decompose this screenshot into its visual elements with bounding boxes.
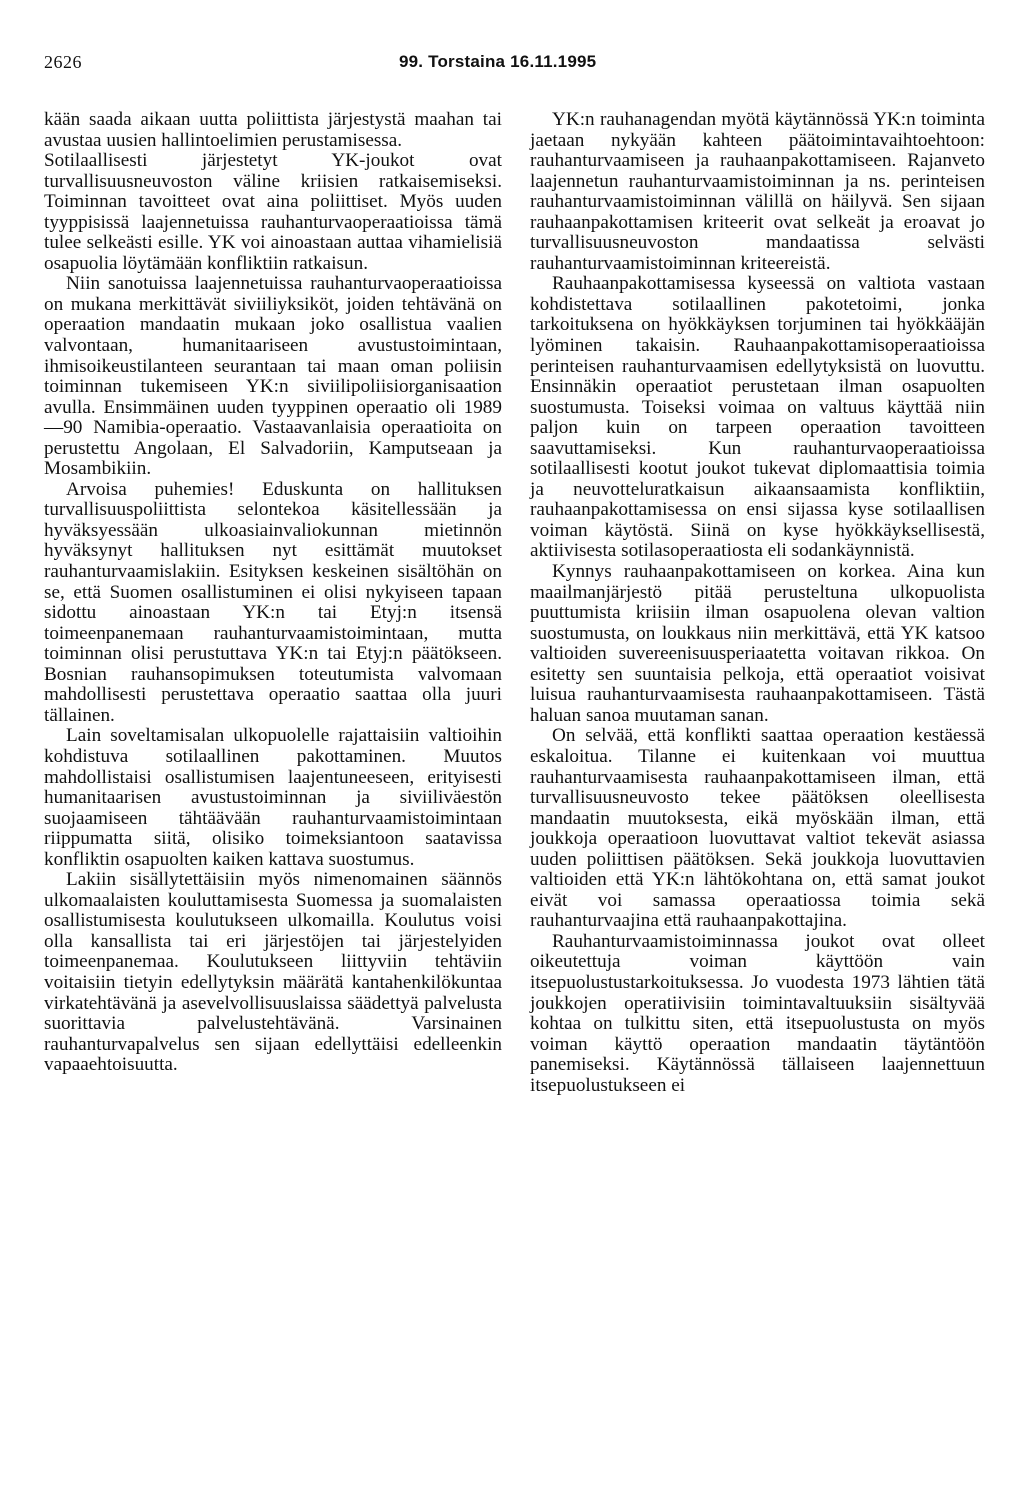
paragraph: Arvoisa puhemies! Eduskunta on hallituksen turvallisuuspoliittista selontekoa käsitellessään ja hyväksyessään ulkoasiainvaliokunnan mietinnön hyväksynyt hallituksen nyt esittämät muutokset rauhanturvaamislakiin. Esityksen keskeinen sisältöhän on se, että Suomen osallistuminen ei olisi nykyiseen tapaan sidottu ainoastaan YK:n tai Etyj:n itsensä toimeenpanemaan rauhanturvaamistoimintaan, mutta toiminnan olisi perustuttava YK:n tai Etyj:n päätökseen. Bosnian rauhansopimuksen toteutumista valvomaan mahdollisesti perustettava operaatio saattaa olla juuri tällainen. [44,478,502,726]
paragraph: Lain soveltamisalan ulkopuolelle rajattaisiin valtioihin kohdistuva sotilaallinen pakottaminen. Muutos mahdollistaisi osallistumisen laajentuneeseen, erityisesti humanitaarisen avustustoiminnan ja siviiliväestön suojaamiseen tähtäävään rauhanturvaamistoimintaan riippumatta siitä, olisiko toimeksiantoon saatavissa konfliktin osapuolten kaiken kattava suostumus. [44,725,502,870]
running-head: 99. Torstaina 16.11.1995 [399,52,597,71]
page-number: 2626 [44,52,82,72]
paragraph: Niin sanotuissa laajennetuissa rauhanturvaoperaatioissa on mukana merkittävät siviiliyksiköt, joiden tehtävänä on operaation mandaatin mukaan joko osallistua vaalien valvontaan, humanitaariseen avustustoimintaan, ihmisoikeustilanteen seurantaan tai maan oman poliisin toiminnan tukemiseen YK:n siviilipoliisiorganisaation avulla. Ensimmäinen uuden tyyppinen operaatio oli 1989—90 Namibia-operaatio. Vastaavanlaisia operaatioita on perustettu Angolaan, El Salvadoriin, Kamputseaan ja Mosambikiin. [44,273,502,480]
page-header [44,52,986,76]
paragraph: Kynnys rauhaanpakottamiseen on korkea. Aina kun maailmanjärjestö pitää perusteltuna ulkopuolista puuttumista kriisiin ilman osapuolena olevan valtion suostumusta, on loukkaus niin merkittävä, että YK katsoo valtioiden suvereenisuusperiaatetta voitavan rikkoa. On esitetty sen suuntaisia pelkoja, että operaatiot voisivat luisua rauhanturvaamisesta rauhaanpakottamiseen. Tästä haluan sanoa muutaman sanan. [530,561,985,726]
paragraph: Rauhanturvaamistoiminnassa joukot ovat olleet oikeutettuja voiman käyttöön vain itsepuolustustarkoituksessa. Jo vuodesta 1973 lähtien tätä joukkojen operatiivisiin toimintavaltuuksiin sisältyvää kohtaa on tulkittu siten, että itsepuolustusta on myös voiman käyttö operaation mandaatin täytäntöön panemiseksi. Käytännössä tällaiseen laajennettuun itsepuolustukseen ei [530,930,985,1096]
paragraph: Sotilaallisesti järjestetyt YK-joukot ovat turvallisuusneuvoston väline kriisien ratkaisemiseksi. Toiminnan tavoitteet ovat aina poliittiset. Myös uuden tyyppisissä laajennetuissa rauhanturvaoperaatioissa tämä tulee selkeästi esille. YK voi ainoastaan auttaa vihamielisiä osapuolia löytämään konfliktiin ratkaisun. [44,150,502,274]
paragraph: Lakiin sisällytettäisiin myös nimenomainen säännös ulkomaalaisten kouluttamisesta Suomessa ja suomalaisten osallistumisesta koulutukseen ulkomailla. Koulutus voisi olla kansallista tai eri järjestöjen tai järjestelyiden toimeenpanemaa. Koulutukseen liittyviin tehtäviin voitaisiin tietyin edellytyksin määrätä kantahenkilökuntaa virkatehtävänä ja asevelvollisuuslaissa säädettyä palvelusta suorittavia palvelustehtävänä. Varsinainen rauhanturvapalvelus sen sijaan edellyttäisi edelleenkin vapaaehtoisuutta. [44,869,502,1076]
paragraph: On selvää, että konflikti saattaa operaation kestäessä eskaloitua. Tilanne ei kuitenkaan voi muuttua rauhanturvaamisesta rauhaanpakottamiseen ilman, että turvallisuusneuvosto tekee päätöksen oleellisesta mandaatin muutoksesta, eikä myöskään ilman, että joukkoja operaatioon luovuttavat valtiot tekevät asiassa uuden poliittisen päätöksen. Sekä joukkoja luovuttavien valtioiden että YK:n lähtökohtana on, että samat joukot eivät voi samassa operaatiossa toimia sekä rauhanturvaajina että rauhaanpakottajina. [530,725,985,932]
paragraph: YK:n rauhanagendan myötä käytännössä YK:n toiminta jaetaan nykyään kahteen päätoimintavaihtoehtoon: rauhanturvaamiseen ja rauhaanpakottamiseen. Rajanveto laajennetun rauhanturvaamistoiminnan ja ns. perinteisen rauhanturvaamistoiminnan välillä on häilyvä. Sen sijaan rauhaanpakottamisen kriteerit ovat selkeät ja eroavat jo turvallisuusneuvoston mandaatissa selvästi rauhanturvaamistoiminnan kriteereistä. [530,109,985,274]
paragraph: kään saada aikaan uutta poliittista järjestystä maahan tai avustaa uusien hallintoelimien perustamisessa. [44,109,502,151]
right-column [530,110,985,1096]
paragraph: Rauhaanpakottamisessa kyseessä on valtiota vastaan kohdistettava sotilaallinen pakotetoimi, jonka tarkoituksena on hyökkäyksen torjuminen tai hyökkääjän lyöminen takaisin. Rauhaanpakottamisoperaatioissa perinteisen rauhanturvaamisen edellytyksistä on luovuttu. Ensinnäkin operaatiot perustetaan ilman osapuolten suostumusta. Toiseksi voimaa on valtuus käyttää niin paljon kuin on tarpeen operaation tavoitteen saavuttamiseksi. Kun rauhanturvaoperaatioissa sotilaallisesti kootut joukot tukevat diplomaattisia toimia ja neuvotteluratkaisun aikaansaamista konfliktiin, rauhaanpakottamisessa on ensi sijassa kyse sotilaallisen voiman käytöstä. Siinä on kyse hyökkäyksellisestä, aktiivisesta sotilasoperaatiosta eli sodankäynnistä. [530,273,985,562]
left-column [44,110,502,1076]
